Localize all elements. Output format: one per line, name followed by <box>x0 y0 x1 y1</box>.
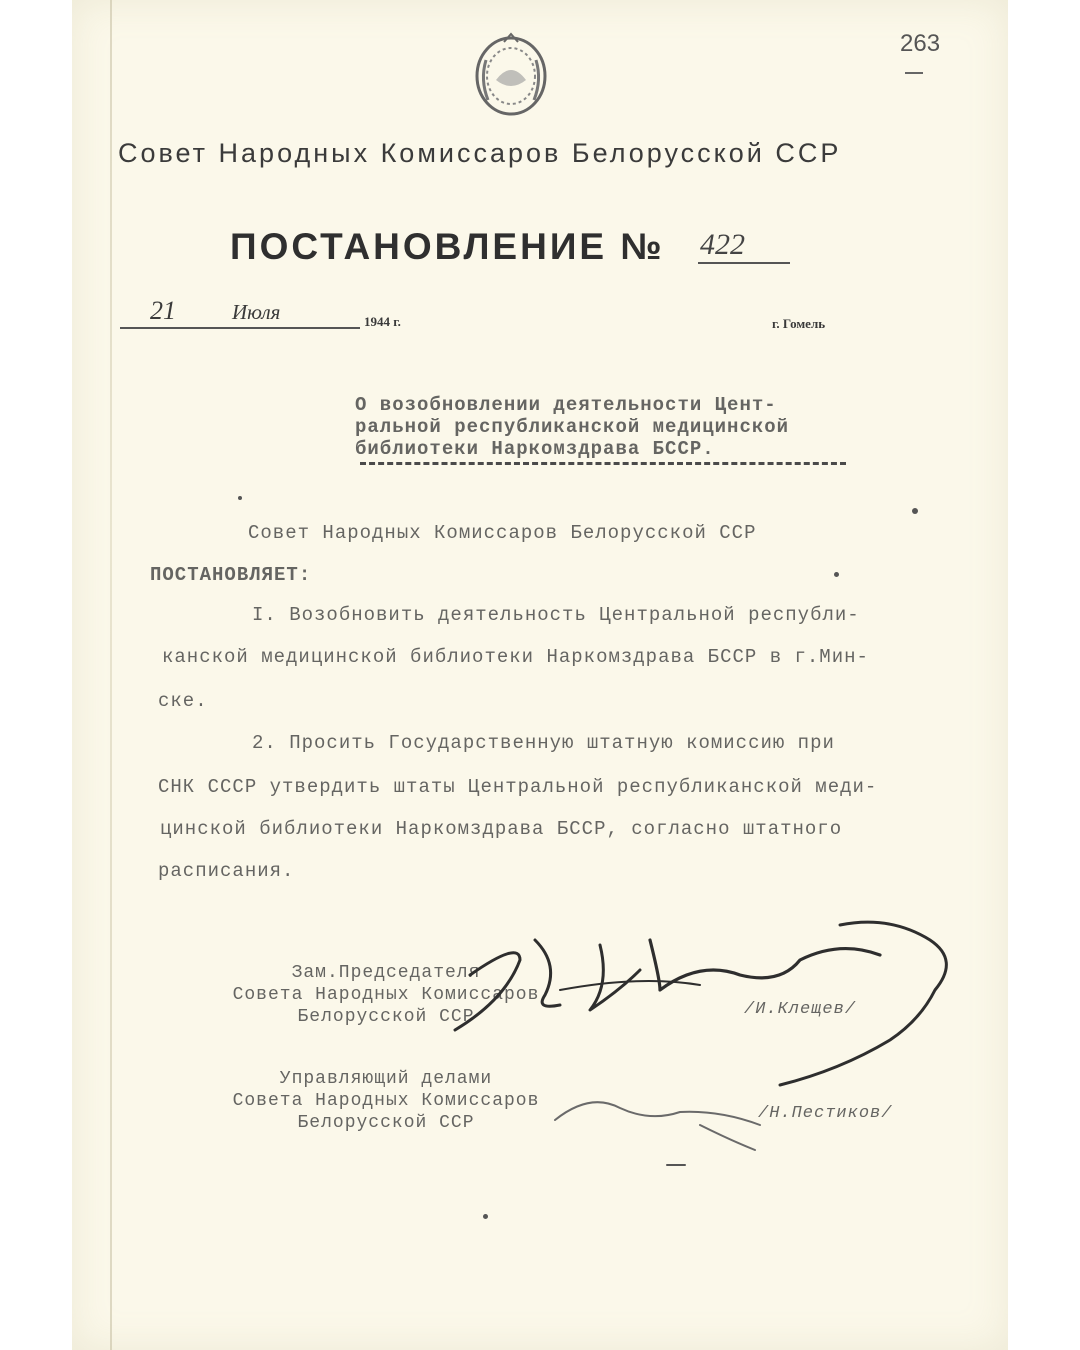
signatory-title-line: Совета Народных Комиссаров <box>232 1091 540 1111</box>
ink-speck <box>666 1164 686 1166</box>
resolution-line: ске. <box>158 690 208 712</box>
document-sheet <box>72 0 1008 1350</box>
preamble: Совет Народных Комиссаров Белорусской ССР <box>248 522 757 544</box>
signatory-name: /И.Клещев/ <box>744 1000 857 1019</box>
signatory-title-line: Управляющий делами <box>279 1069 493 1089</box>
signatory-title-line: Совета Народных Комиссаров <box>232 985 540 1005</box>
city: г. Гомель <box>772 316 826 331</box>
date-year: 1944 г. <box>364 314 401 329</box>
ink-speck <box>483 1214 488 1219</box>
resolves-heading: ПОСТАНОВЛЯЕТ: <box>150 564 312 586</box>
subject-line: О возобновлении деятельности Цент- <box>355 394 777 416</box>
resolution-line: I. Возобновить деятельность Центральной республи- <box>252 604 860 626</box>
date-underline <box>120 327 360 329</box>
subject-line: ральной республиканской медицинской <box>355 416 790 438</box>
signatory-title <box>196 962 576 1028</box>
issuing-body: Совет Народных Комиссаров Белорусской ССР <box>118 138 842 168</box>
signatory-name: /Н.Пестиков/ <box>758 1104 893 1123</box>
subject-underline <box>360 462 846 465</box>
document-title: ПОСТАНОВЛЕНИЕ № <box>230 226 665 267</box>
state-emblem-icon <box>466 30 556 120</box>
resolution-line: цинской библиотеки Наркомздрава БССР, согласно штатного <box>160 818 843 840</box>
ink-speck <box>834 572 839 577</box>
date-day: 21 <box>150 296 176 325</box>
resolution-line: 2. Просить Государственную штатную комиссию при <box>252 732 835 754</box>
signatory-title <box>196 1068 576 1134</box>
page-number: 263 <box>900 30 941 57</box>
resolution-line: расписания. <box>158 860 295 882</box>
subject-block <box>355 394 789 460</box>
ink-speck <box>238 496 242 500</box>
document-number-underline <box>698 262 790 264</box>
resolution-line: канской медицинской библиотеки Наркомздрава БССР в г.Мин- <box>162 646 869 668</box>
signatory-title-line: Белорусской ССР <box>297 1007 475 1027</box>
resolution-line: СНК СССР утвердить штаты Центральной республиканской меди- <box>158 776 878 798</box>
document-number: 422 <box>700 228 745 261</box>
subject-line: библиотеки Наркомздрава БССР. <box>355 438 715 460</box>
signatory-title-line: Зам.Председателя <box>291 963 481 983</box>
signatory-title-line: Белорусской ССР <box>297 1113 475 1133</box>
ink-speck <box>912 508 918 514</box>
date-month: Июля <box>232 300 281 324</box>
page-number-dash <box>905 72 923 74</box>
